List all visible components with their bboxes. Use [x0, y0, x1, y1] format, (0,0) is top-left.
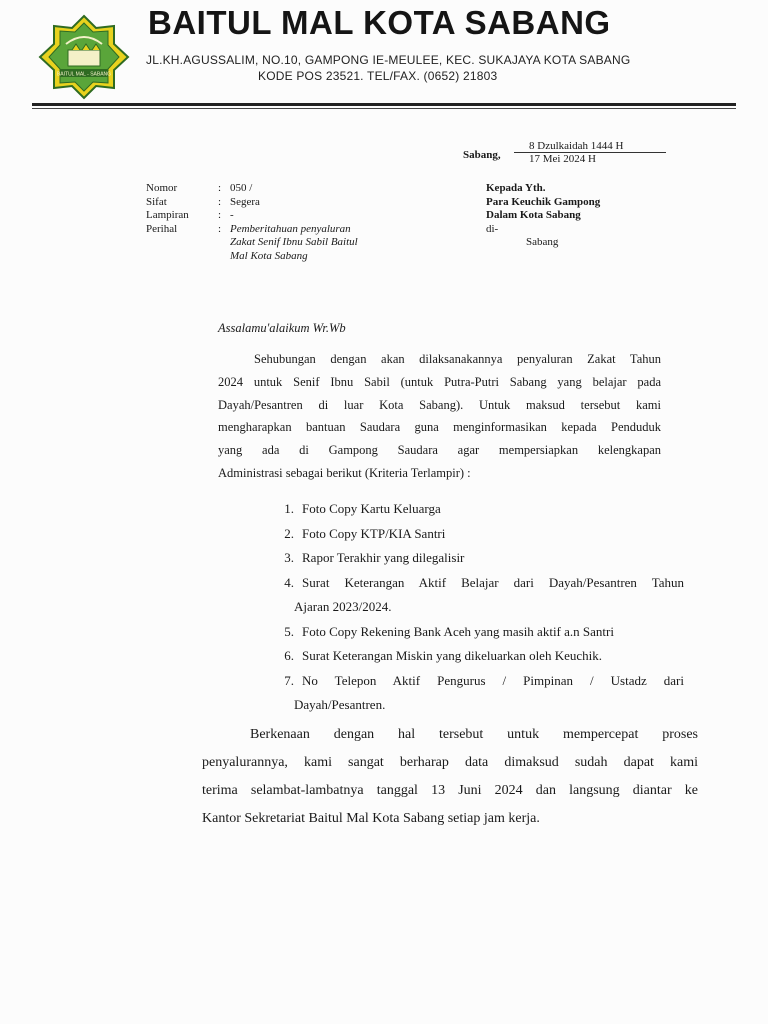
list-item-text: Foto Copy KTP/KIA Santri	[302, 525, 446, 541]
date-masehi: 17 Mei 2024 H	[529, 153, 596, 165]
meta-value: Pemberitahuan penyaluran	[230, 222, 351, 235]
letterhead-divider	[32, 103, 736, 106]
list-item-number: 7.	[284, 672, 294, 688]
list-item	[270, 497, 684, 522]
recipient-line: di-	[486, 222, 499, 235]
letter-meta	[146, 182, 420, 263]
list-item	[270, 571, 684, 596]
list-item-text: Rapor Terakhir yang dilegalisir	[302, 550, 465, 565]
recipient-block	[486, 182, 600, 250]
list-item	[270, 546, 684, 571]
meta-perihal-cont: Mal Kota Sabang	[230, 249, 308, 262]
list-item-number: 4.	[284, 574, 294, 590]
meta-value: -	[230, 209, 234, 221]
paragraph-line: Sehubungan dengan akan dilaksanakannya penyaluran Zakat Tahun	[254, 352, 661, 366]
list-item-number: 2.	[284, 525, 294, 541]
greeting: Assalamu'alaikum Wr.Wb	[218, 321, 346, 335]
org-address-line2: KODE POS 23521. TEL/FAX. (0652) 21803	[258, 69, 498, 83]
paragraph-line: penyalurannya, kami sangat berharap data dimaksud sudah dapat kami	[202, 755, 698, 770]
meta-perihal-cont: Zakat Senif Ibnu Sabil Baitul	[230, 236, 358, 248]
paragraph-line: mengharapkan bantuan Saudara guna menginformasikan kepada Penduduk	[218, 420, 661, 435]
list-item	[270, 644, 684, 669]
meta-colon: :	[218, 222, 222, 235]
list-item	[270, 669, 684, 694]
meta-lampiran	[146, 209, 420, 223]
org-name: BAITUL MAL KOTA SABANG	[148, 4, 611, 41]
meta-label: Perihal	[146, 222, 178, 235]
baitul-mal-logo	[30, 14, 138, 100]
paragraph-line: Dayah/Pesantren di luar Kota Sabang). Untuk maksud tersebut kami	[218, 397, 661, 412]
list-item-continuation: Ajaran 2023/2024.	[294, 599, 392, 614]
meta-nomor	[146, 182, 420, 196]
date-place: Sabang,	[463, 149, 501, 161]
list-item	[270, 620, 684, 645]
list-item-number: 1.	[284, 501, 294, 516]
body-paragraph-1	[218, 348, 661, 485]
meta-label: Sifat	[146, 195, 167, 208]
list-item-number: 6.	[284, 648, 294, 663]
list-item-continuation: Dayah/Pesantren.	[294, 697, 386, 712]
requirements-list	[270, 497, 684, 718]
meta-colon: :	[218, 195, 222, 208]
date-hijri: 8 Dzulkaidah 1444 H	[529, 140, 624, 152]
paragraph-line: Berkenaan dengan hal tersebut untuk mempercepat proses	[250, 727, 698, 742]
meta-value: 050 /	[230, 182, 253, 194]
recipient-line: Para Keuchik Gampong	[486, 195, 601, 208]
recipient-line: Dalam Kota Sabang	[486, 209, 581, 221]
meta-value: Segera	[230, 195, 260, 208]
paragraph-line: Kantor Sekretariat Baitul Mal Kota Sabang setiap jam kerja.	[202, 811, 540, 826]
meta-colon: :	[218, 209, 222, 221]
body-paragraph-2	[202, 721, 698, 833]
meta-sifat	[146, 196, 420, 210]
list-item-text: Foto Copy Kartu Keluarga	[302, 501, 441, 516]
paragraph-line: terima selambat-lambatnya tanggal 13 Juni 2024 dan langsung diantar ke	[202, 783, 698, 798]
meta-colon: :	[218, 182, 222, 194]
logo-text: BAITUL MAL - SABANG	[56, 71, 112, 78]
list-item-text: Foto Copy Rekening Bank Aceh yang masih aktif a.n Santri	[302, 623, 614, 639]
list-item-number: 5.	[284, 623, 294, 639]
paragraph-line: yang ada di Gampong Saudara agar mempersiapkan kelengkapan	[218, 443, 661, 458]
list-item-number: 3.	[284, 550, 294, 565]
list-item-text: Surat Keterangan Aktif Belajar dari Dayah/Pesantren Tahun	[302, 574, 684, 590]
org-address-line1: JL.KH.AGUSSALIM, NO.10, GAMPONG IE-MEULEE, KEC. SUKAJAYA KOTA SABANG	[146, 53, 631, 67]
list-item	[270, 522, 684, 547]
list-item-text: Surat Keterangan Miskin yang dikeluarkan oleh Keuchik.	[302, 648, 602, 663]
recipient-line: Kepada Yth.	[486, 182, 546, 194]
meta-perihal	[146, 223, 420, 237]
paragraph-line: Administrasi sebagai berikut (Kriteria Terlampir) :	[218, 465, 471, 480]
list-item-text: No Telepon Aktif Pengurus / Pimpinan / Ustadz dari	[302, 672, 684, 688]
letterhead-divider-thin	[32, 108, 736, 109]
meta-label: Nomor	[146, 182, 178, 194]
meta-label: Lampiran	[146, 209, 189, 221]
paragraph-line: 2024 untuk Senif Ibnu Sabil (untuk Putra-Putri Sabang yang belajar pada	[218, 374, 661, 389]
recipient-line: Sabang	[526, 236, 559, 248]
